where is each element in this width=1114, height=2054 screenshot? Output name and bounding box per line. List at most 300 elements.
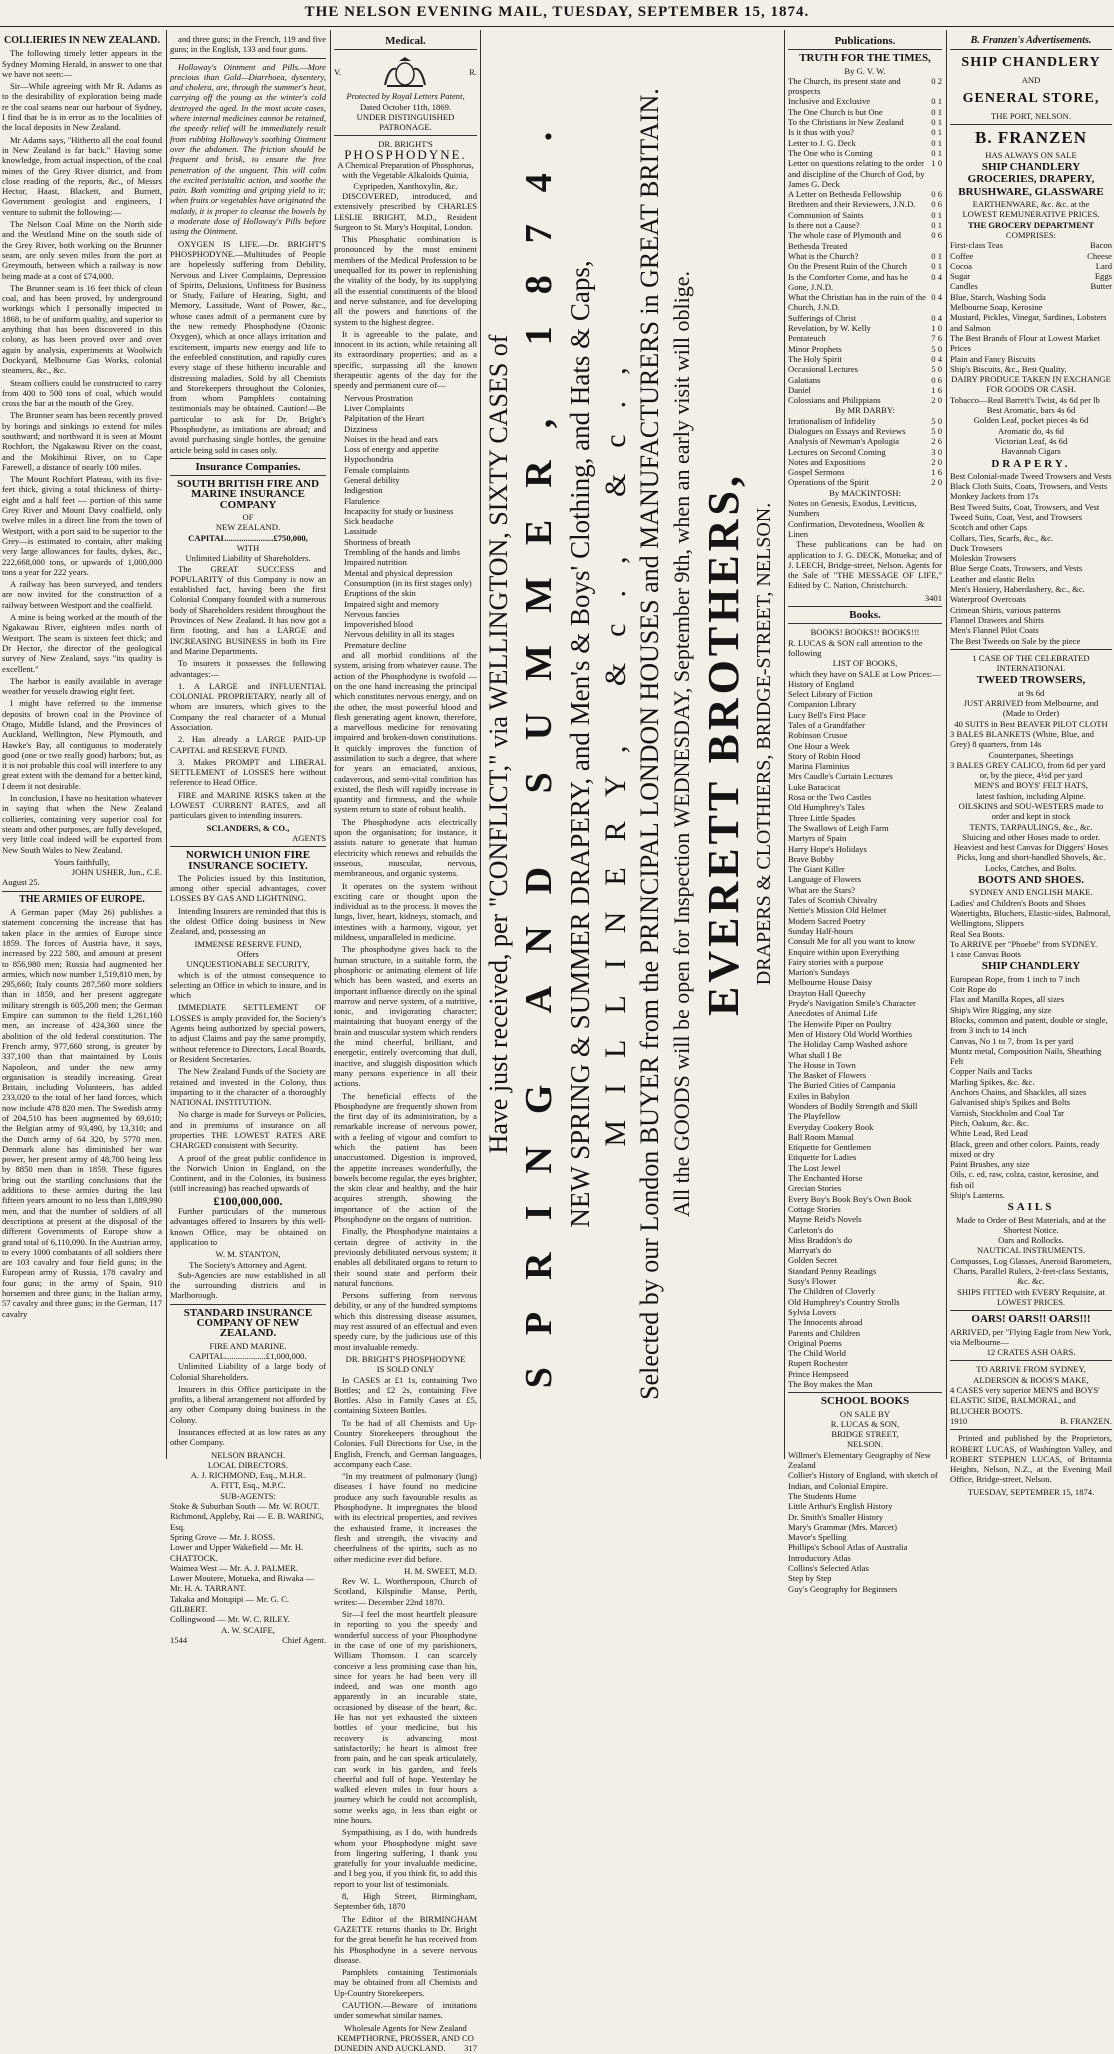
everett-brothers-ad-rotated [482,34,782,1454]
ad-title: SAILS [1007,1201,1055,1214]
ad-line: Have just received, per "CONFLICT," via WELLINGTON, SIXTY CASES of [484,334,513,1154]
book-title: Wonders of Bodily Strength and Skill [788,1100,918,1111]
ad-line: SPRING AND SUMMER, 1874. [518,99,560,1389]
paragraph: FIRE and MARINE RISKS taken at the LOWEST CURRENT RATES, and all particulars given to intending insurers. [170,789,326,821]
publication-price: 0 6 [931,199,942,210]
ad-text: ON SALE BY [839,1408,891,1419]
school-book-list [788,1450,942,1594]
paragraph: The Brunner seam is 16 feet thick of clean coal, and has been proved, by underground workings which I personally inspected in 1868, to be of uniform quality, and superior to anything that has been discovered in this colony, as has been proved over and over again by analysis, experiments at Woolwich Dockyard, Melbourne Gas Works, colonial steamers, &c., &c. [2,282,162,376]
school-book-title: Guy's Geography for Beginners [788,1583,898,1594]
paragraph: The beneficial effects of the Phosphodyne are frequently shown from the first day of its administration, by a remarkable increase of nervous power, with a feeling of vigour and comfort to which the patient has been unaccustomed. Digestion is improved, the appetite increases wonderfully, the bowels become regular, the eyes brighter, the skin clear and healthy, and the hair acquires strength, showing the importance of the action of the Phosphodyne on the organs of nutrition. [334,1090,477,1225]
symptom-item: Dizziness [344,423,378,434]
drapery-item: Waterproof Overcoats [950,594,1026,605]
book-title: Martyrs of Spain [788,833,847,844]
book-title: Mrs Caudle's Curtain Lectures [788,771,893,782]
paragraph: A proof of the great public confidence in the Norwich Union in England, on the Continent, and in the Colonies, its business (still increasing) has reached upwards of [170,1152,326,1194]
director: A. FITT, Esq., M.P.C. [210,1480,286,1491]
book-title: Men of History Old World Worthies [788,1028,913,1039]
ad-text: NEW ZEALAND. [215,522,281,533]
ad-text: Compasses, Log Glasses, Aneroid Barometers, Charts, Parallel Rulers, 2-feet-class Sextants, &c. &c. [950,1255,1112,1287]
testimonial: Rev W. L. Wortherspoon, Church of Scotland, Kilspindie Manse, Perth, writes:— December 22nd 1870. [334,1576,477,1607]
ad-text: Heaviest and best Canvas for Diggers' Hoses [953,842,1109,853]
ad-title: DR. BRIGHT'S [378,139,433,150]
ad-text: NAUTICAL INSTRUMENTS. [976,1245,1086,1256]
paragraph: Holloway's Ointment and Pills.—More precious than Gold—Diarrhoea, dysentery, and cholera, are, through the summer's heat, carrying off the young as the winter's cold destroyed the aged. In the most acute cases, where internal medicines cannot be retained, the speedy relief will be immediately result from rubbing Holloway's soothing Ointment over the abdomen. The friction should be frequent and brisk, to ensure the free penetration of the unguent. This will calm the excited peristaltic action, and soothe the pain. Both vomiting and griping yield to it; when fruits or vegetables have originated the malady, it is proper to cleanse the bowels by a moderate dose of Holloway's Pills before using the Ointment. [170,61,326,237]
publication-row [788,395,942,405]
ad-capital: CAPITAL...................£1,000,000. [189,1350,307,1361]
column-medical [334,34,477,2054]
dateline: August 25. [2,877,40,888]
paragraph: Pamphlets containing Testimonials may be obtained from all Chemists and Up-Country Storekeepers. [334,1967,477,1998]
ad-text: or, by the piece, 4½d per yard [979,770,1083,781]
publication-title: The Church, its present state and prospects [788,75,901,97]
ad-text: SUB-AGENTS: [220,1490,276,1501]
publication-price: 5 0 [931,415,942,426]
paragraph: The harbor is easily available in average weather for vessels drawing eight feet. [2,675,162,697]
chandlery-item: Flax and Manilla Ropes, all sizes [950,994,1065,1005]
ad-line: MILLINERY, &c., &c., [599,341,632,1147]
agent-name: W. M. STANTON, [215,1249,281,1260]
everett-brothers-ad [482,34,782,1454]
ad-text: By MR DARBY: [835,405,895,416]
divider [788,623,942,624]
ad-text: FIRE AND MARINE. [209,1340,287,1351]
school-book-title: Little Arthur's English History [788,1501,893,1512]
ad-number: 3401 [924,592,942,603]
chandlery-item: White Lead, Red Lead [950,1128,1028,1139]
publication-row [788,251,942,261]
book-title: The Buried Cities of Campania [788,1080,896,1091]
school-book-title: Introductory Atlas [788,1552,851,1563]
masthead: THE NELSON EVENING MAIL, TUESDAY, SEPTEMBER 15, 1874. [0,4,1114,27]
ad-text: OILSKINS and SOU-WESTERS made to order and kept in stock [958,801,1104,822]
book-title: What are the Stars? [788,884,856,895]
paragraph: OXYGEN IS LIFE.—Dr. BRIGHT'S PHOSPHODYNE.—Multitudes of People are hopelessly suffering from Debility, Nervous and Liver Complaints, Depression of Spirits, Delusions, Unfitness for Business or Study, Failure of Hearing, Sight, and Memory, Lassitude, Want of Power, &c., whose cases admit of a permanent cure by the new remedy Phosphodyne (Ozonic Oxygen), which at once allays irritation and excitement, imparts new energy and life to the enfeebled constitution, and rapidly cures every stage of these hitherto incurable and distressing maladies. Sold by all Chemists and Storekeepers throughout the Colonies, from whom Pamphlets containing testimonials may be obtained. Caution!—Be particular to ask for Dr. Bright's Phosphodyne, as imitations are abroad; and avoid purchasing single bottles, the genuine article being sold in cases only. [170,238,326,455]
column-rule [166,30,167,1459]
symptom-item: Trembling of the hands and limbs [344,547,460,558]
section-heading: B. Franzen's Advertisements. [970,35,1092,46]
publication-price: 0 2 [931,75,942,86]
ad-text: AND [1021,75,1041,86]
ad-capital: CAPITAL......................£750,000, [188,532,308,543]
paragraph: Insurers in this Office participate in the profits, a liberal arrangement not afforded by any other Company doing business in the Colony. [170,1383,326,1425]
drapery-item: Blue Serge Coats, Trowsers, and Vests [950,563,1083,574]
book-title: Sunday Half-hours [788,925,854,936]
publication-title: The whole case of Plymouth and Bethesda Treated [788,230,901,251]
drapery-item: Flannel Drawers and Shirts [950,614,1044,625]
drapery-item: Men's Hosiery, Haberdashery, &c., &c. [950,584,1085,595]
chandlery-item: Pitch, Oakum, &c. &c. [950,1117,1030,1128]
chandlery-item: Galvanised ship's Spikes and Bolts [950,1097,1070,1108]
publication-price: 0 1 [931,137,942,148]
sub-agent: Stoke & Suburban South — Mr. W. ROUT. [170,1501,320,1512]
publication-row [788,313,942,323]
publication-row [788,364,942,374]
book-title: Every Boy's Book Boy's Own Book [788,1193,912,1204]
chandlery-item: Oils, c. ed, raw, colza, castor, kerosine, and fish oil [950,1169,1099,1190]
drapery-item: Best Colonial-made Tweed Trowsers and Vests [950,470,1112,481]
section-heading: Books. [849,609,881,622]
ad-text: which they have on SALE at Low Prices:— [789,668,941,679]
drapery-item: Tweed Suits, Coat, Vest, and Trowsers [950,511,1082,522]
book-title: The Boy makes the Man [788,1379,873,1389]
sub-agent: Waimea West — Mr. A. J. PALMER. [170,1562,299,1573]
symptom-item: Loss of energy and appetite [344,444,439,455]
drapery-item: Men's Flannel Pilot Coats [950,625,1039,636]
ad-text: Protected by Royal Letters Patent, [346,91,465,102]
grocery-item: Butter [1090,281,1112,292]
publication-row [788,158,942,189]
testimonial: Sympathising, as I do, with hundreds whom your Phosphodyne might save from lingering suffering, I thank you gratefully for your invaluable medicine, and I beg you, if you think fit, to add this report to your list of testimonials. [334,1827,477,1889]
section-heading: Publications. [834,35,896,47]
publication-price: 0 1 [931,261,942,272]
book-title: Susy's Flower [788,1276,837,1287]
book-title: Nettie's Mission Old Helmet [788,905,887,916]
royal-arms-icon [375,55,435,89]
chandlery-item: Black, green and other colors. Paints, ready mixed or dry [950,1138,1100,1159]
publication-title: A Letter on Bethesda Fellowship [788,189,902,200]
ad-text: UNDER DISTINGUISHED PATRONAGE. [356,111,455,133]
paragraph: It is agreeable to the palate, and innocent in its action, while retaining all its extraordinary properties; and as a specific, surpassing all the known therapeutic agents of the day for the speedy and permanent cure of— [334,328,477,391]
book-title: What shall I Be [788,1049,842,1060]
paragraph: To be had of all Chemists and Up-Country Storekeepers throughout the Colonies. Full Directions for Use, in the English, French, and German languages, accompany each Case. [334,1417,477,1469]
ad-text: INTERNATIONAL [996,663,1066,674]
chandlery-item: Copper Nails and Tacks [950,1066,1033,1077]
divider [170,846,326,847]
book-title: Tales of a Grandfather [788,720,865,730]
paragraph: Finally, the Phosphodyne maintains a certain degree of activity in the previously debilitated nervous system; it enables all debilitated organs to return to their sound state and perform their natural functions. [334,1226,477,1288]
column-rule [946,30,947,1459]
divider [950,49,1112,50]
tobacco-item: Havannah Cigars [1001,446,1061,457]
ad-text: KEMPTHORNE, PROSSER, AND CO [337,2032,474,2043]
symptom-item: Consumption (in its first stages only) [344,577,472,588]
ad-number: 317 [464,2043,477,2054]
book-title: Grecian Stories [788,1183,842,1194]
ad-text: Unlimited Liability of Shareholders. [185,553,311,564]
agent-title: Chief Agent. [282,1634,326,1645]
book-title: Melbourne House Daisy [788,977,873,988]
book-title: The Innocents abroad [788,1317,863,1328]
symptom-item: General debility [344,474,400,485]
publication-price: 0 4 [931,292,942,303]
ad-line: DRAPERS & CLOTHIERS, BRIDGE-STREET, NELSON. [753,502,775,986]
ad-text: LOCAL DIRECTORS. [207,1459,289,1470]
paragraph: The Brunner seam has been recently proved by borings and sinkings to extend for miles southward; and northward it is seen at Mount Rochfort, the Ngakawau River on the coast, and the Mokihinui River, on to Cape Farewell, a distance of nearly 100 miles. [2,410,162,472]
signoff: Yours faithfully, [54,856,110,867]
publication-title: Analysis of Newman's Apologia [788,436,900,447]
divider [170,1304,326,1305]
publication-list [788,76,942,406]
symptom-item: Incapacity for study or business [344,505,454,516]
chandlery-item: Ship's Lanterns. [950,1189,1006,1200]
publication-row [788,189,942,199]
publication-row [788,426,942,436]
ad-title: SHIP CHANDLERY [981,960,1081,973]
symptom-item: Mental and physical depression [344,567,453,578]
book-title: Carleton's do [788,1224,834,1235]
symptom-item: Nervous debility in all its stages [344,629,455,640]
royal-cipher-v: V. [334,67,342,78]
publication-price: 0 4 [931,353,942,364]
column-rule [480,30,481,1459]
ad-brand: EVERETT BROTHERS, [699,472,748,1017]
chandlery-item: Canvas, No 1 to 7, from 1s per yard [950,1035,1074,1046]
book-title: One Hour a Week [788,740,850,751]
publication-row [788,344,942,354]
book-title: The Enchanted Horse [788,1173,863,1184]
ad-number: 1544 [170,1634,188,1645]
symptom-list [334,393,477,650]
ad-title: SCHOOL BOOKS [820,1395,910,1408]
list-item: 2. Has already a LARGE PAID-UP CAPITAL and RESERVE FUND. [170,734,326,755]
grocery-item: Cheese [1087,250,1112,261]
list-item: 1. A LARGE and INFLUENTIAL COLONIAL PROPRIETARY, nearly all of whom are insurers, which gives to the Company the real character of a Mutual Association. [170,680,326,732]
symptom-item: Lassitude [344,526,377,537]
publication-price: 0 1 [931,220,942,231]
ad-brand: B. FRANZEN [974,127,1087,147]
grocery-item: Eggs [1094,271,1112,282]
book-title: Luke Baracicat [788,781,841,792]
book-title: Story of Robin Hood [788,750,861,761]
tobacco-item: Best Aromatic, bars 4s 6d [986,405,1076,416]
publication-row [788,148,942,158]
book-title: Language of Flowers [788,874,862,885]
publication-row [788,117,942,127]
publication-price: 2 0 [931,395,942,406]
publication-title: Is it thus with you? [788,127,854,138]
ad-text: DR. BRIGHT'S PHOSPHODYNE [345,1353,466,1364]
paragraph: which is of the utmost consequence to selecting an Office in which to insure, and in which [170,969,326,1001]
book-title: Sylvia Lovers [788,1306,836,1317]
publication-row [788,416,942,426]
publication-title: The Holy Spirit [788,353,842,364]
ad-text: HAS ALWAYS ON SALE [985,149,1077,160]
divider [170,458,326,459]
book-title: Marion's Sundays [788,967,850,978]
ad-text: ALDERSON & BOOS'S MAKE, [973,1374,1089,1385]
ad-title: SOUTH BRITISH FIRE AND MARINE INSURANCE COMPANY [176,478,320,511]
book-title: Parents and Children [788,1327,861,1338]
ad-text: at 9s 6d [1017,687,1045,698]
paragraph: DISCOVERED, introduced, and extensively prescribed by CHARLES LESLIE BRIGHT, M.D., Resident Surgeon to St. Mary's Hospital, London. [334,190,477,232]
publication-price: 0 1 [931,106,942,117]
testimonial: The Editor of the BIRMINGHAM GAZETTE returns thanks to Dr. Bright for the great benefit he has received from his Phosphodyne in a severe nervous disease. [334,1913,477,1965]
book-title: Miss Braddon's do [788,1234,853,1245]
column-collieries [2,34,162,1457]
divider [950,124,1112,125]
sub-agent: Lower Moutere, Motueka, and Riwaka — Mr. H. A. TARRANT. [170,1573,315,1594]
symptom-item: Hypochondria [344,454,394,465]
paragraph: Intending Insurers are reminded that this is the oldest Office doing business in New Zealand, and, possessing an [170,905,326,937]
paragraph: The Phosphodyne acts electrically upon the organisation; for instance, it assists nature to generate that human electricity which renews and rebuilds the osseous, muscular, nervous, membraneous, and organic systems. [334,816,477,879]
publication: Notes on Genesis, Exodus, Leviticus, Numbers [788,498,917,519]
chandlery-item: Varnish, Stockholm and Coal Tar [950,1107,1065,1118]
divider [950,649,1112,650]
publication-title: To the Christians in New Zealand [788,117,904,128]
ad-text: SHIP CHANDLERY [981,161,1081,174]
publication-title: Gospel Sermons [788,467,845,478]
list-item: 3. Makes PROMPT and LIBERAL SETTLEMENT of LOSSES here without reference to Head Office. [170,756,326,788]
paragraph: Further particulars of the numerous advantages offered to Insurers by this well-known Office, may be obtained on application to [170,1206,326,1247]
ad-line: Selected by our London BUYER from the PRINCIPAL LONDON HOUSES and MANUFACTURERS in GREAT BRITAIN. [635,88,664,1400]
paragraph: The Policies issued by this Institution, among other special advantages, cover LOSSES BY GAS AND LIGHTNING. [170,872,326,904]
sub-agent: Spring Grove — Mr. J. ROSS. [170,1531,276,1542]
drapery-item: Leather and elastic Belts [950,573,1035,584]
book-title: Original Poems [788,1337,842,1348]
book-title: Marina Flaminius [788,761,850,772]
publication-title: Inclusive and Exclusive [788,96,871,107]
drapery-item: Moleskin Trowsers [950,553,1017,564]
ad-text: NELSON. [846,1439,884,1450]
grocery-item: Cocoa [950,260,972,271]
ad-title: GENERAL STORE, [962,90,1100,106]
school-book-title: Dr. Smith's Smaller History [788,1511,884,1522]
symptom-item: Shortness of breath [344,536,411,547]
drapery-item: Crimean Shirts, various patterns [950,604,1061,615]
paragraph: The New Zealand Funds of the Society are retained and invested in the Colony, thus imparting to it the character of a thoroughly NATIONAL INSTITUTION. [170,1066,326,1108]
publication-price: 2 0 [931,456,942,467]
sub-agent: Collingwood — Mr. W. C. RILEY. [170,1614,290,1625]
publication-price: 0 1 [931,147,942,158]
symptom-item: Impoverished blood [344,619,413,630]
paragraph: Steam colliers could be constructed to carry from 400 to 500 tons of coal, which would cross the bar at the mouth of the Grey. [2,377,162,409]
publication-row [788,447,942,457]
divider [334,49,477,50]
publication-row [788,138,942,148]
symptom-item: Liver Complaints [344,402,405,413]
ad-text: Dated October 11th, 1869. [359,101,452,112]
book-title: History of England [788,678,854,689]
book-title: Golden Secret [788,1255,837,1266]
ad-text: DUNEDIN AND AUCKLAND. [334,2043,446,2054]
publication-row [788,210,942,220]
paragraph: This Phosphatic combination is pronounced by the most eminent members of the Medical Profession to be unequalled for its power in replenishing the vitality of the body, by its supplying all the essential constituents of the blood and nerve substance, and for developing all the powers and functions of the system to the highest degree. [334,234,477,327]
paragraph: No charge is made for Surveys or Policies, and in premiums of insurance on all properties THE LOWEST RATES ARE CHARGED consistent with Security. [170,1109,326,1151]
ad-title: BOOTS AND SHOES. [977,874,1085,887]
sub-agent: Richmond, Appleby, Rai — E. B. WARING, Esq. [170,1511,324,1532]
grocery-item: Ship's Biscuits, &c., Best Quality. [950,363,1067,374]
ad-text: LIST OF BOOKS, [832,658,898,669]
ad-text: IMMENSE RESERVE FUND, [194,938,302,949]
chandlery-item: Paint Brushes, any size [950,1159,1030,1170]
divider [170,475,326,476]
book-title: The Holiday Camp Washed ashore [788,1039,908,1050]
symptom-item: Nervous fancies [344,608,400,619]
publication-price: 0 1 [931,250,942,261]
testimonial: Sir—I feel the most heartfelt pleasure in reporting to you the speedy and wonderful success of your Phosphodyne in the case of one of my parishioners, William Thomson. I can scarcely conceive a less promising case than his, since for years he had been very ill indeed, and was one month ago apparently in an incurable state, occasioned by disease of the heart, &c. He has not yet exhausted the sixteen bottles of your medicine, but his recovery is advancing most satisfactorily; he heart is almost free from pain, and he can speak articulately, can work in his garden, and feels cheerful and full of hope. Yesterday he walked eleven miles in four hours a journey which he could not accomplish, some weeks ago, in less than eight or nine hours. [334,1609,477,1825]
ad-text: R. LUCAS & SON, [830,1418,900,1429]
ad-text: Oars and Rollocks. [998,1235,1064,1246]
book-title: Ball Room Manual [788,1131,854,1142]
publication-price: 0 6 [931,189,942,200]
ad-text: 1 CASE OF THE CELEBRATED [972,652,1090,663]
publication-row [788,467,942,477]
publication-title: What is the Church? [788,250,859,261]
school-book-title: The Students Hume [788,1490,857,1501]
ad-title: PHOSPHODYNE. [344,146,467,162]
publication-row [788,272,942,293]
book-title: Prince Hempseed [788,1368,849,1379]
tobacco-item: Tobacco—Real Barrett's Twist, 4s 6d per lb [950,394,1100,405]
column-rule [330,30,331,1459]
book-title: Tales of Scottish Chivalry [788,895,878,906]
ad-text: BRIDGE STREET, [831,1429,899,1440]
symptom-item: Indigestion [344,485,383,496]
publication-price: 2 0 [931,477,942,488]
ad-text: Offers [237,948,259,959]
book-title: The Playfellow [788,1111,841,1122]
publication-row [788,323,942,333]
publication-title: Letter to J. G. Deck [788,137,856,148]
ad-text: 40 SUITS in Best BEAVER PILOT CLOTH [954,718,1108,729]
paragraph: and three guns; in the French, 119 and five guns; in the English, 133 and four guns. [170,34,326,55]
publication-title: Irrationalism of Infidelity [788,415,876,426]
ad-title: SHIP CHANDLERY [961,55,1101,71]
grocery-item: Lard [1095,260,1112,271]
ad-text: 1 case Canvas Boots [950,949,1021,960]
ad-text: Watertights, Bluchers, Elastic-sides, Balmoral, Wellingtons, Slippers [950,907,1111,929]
ad-text: EARTHENWARE, &c. &c. at the [972,199,1090,210]
paragraph: To insurers it possesses the following advantages:— [170,658,326,679]
publication-title: On the Present Ruin of the Church [788,261,907,272]
book-title: Drayton Hall Queechy [788,987,866,998]
ad-text: MEN'S and BOYS' FELT HATS, [973,780,1089,791]
publication-row [788,436,942,446]
publication-row [788,107,942,117]
article-headline: COLLIERIES IN NEW ZEALAND. [4,35,160,46]
publication-title: Minor Prophets [788,343,842,354]
tobacco-item: Aromatic do, 4s 6d [998,425,1064,436]
publication-row [788,292,942,313]
book-title: Everyday Cookery Book [788,1121,874,1132]
drapery-item: Monkey Jackets from 17s [950,491,1039,502]
book-title: Three Little Spades [788,812,856,823]
book-title: The Child World [788,1348,846,1359]
book-title: Old Humphrey's Country Strolls [788,1296,900,1307]
ad-text: A Chemical Preparation of Phosphorus, with the Vegetable Alkaloids Quinia, Cypripeden, Xanthoxylin, &c. [337,160,474,191]
ad-title: DRAPERY. [991,457,1071,470]
ad-text: SYDNEY AND ENGLISH MAKE. [969,887,1093,898]
tobacco-item: Victorian Leaf, 4s 6d [994,435,1068,446]
publication-title: Pentateuch [788,333,826,344]
publication-title: The One Church is but One [788,106,883,117]
book-title: The Basket of Flowers [788,1070,867,1081]
column-insurance [170,34,326,1645]
ad-text: COMPRISES: [1005,229,1057,240]
ad-text: BRUSHWARE, GLASSWARE [958,185,1104,198]
publication-price: 3 0 [931,446,942,457]
grocery-item: The Best Brands of Flour at Lowest Market Prices [950,332,1101,354]
ad-title: STANDARD INSURANCE COMPANY OF NEW ZEALAND. [183,1306,313,1340]
grocery-item: Blue, Starch, Washing Soda [950,291,1046,302]
publication-row [788,333,942,343]
publication-price: 1 0 [931,323,942,334]
grocery-item: Melbourne Soap, Kerosine [950,302,1043,313]
divider [950,1310,1112,1311]
drapery-item: The Best Tweeds on Sale by the piece [950,635,1081,646]
publication-row [788,375,942,385]
director: A. J. RICHMOND, Esq., M.H.R. [190,1470,306,1481]
section-heading: Insurance Companies. [195,460,301,473]
column-franzen [950,34,1112,1497]
paragraph: These publications can be had on application to J. G. DECK, Motueka; and of J. LEECH, Bridge-street, Nelson. Agents for the Sale of "THE MESSAGE OF LIFE," Edited by C. Nation, Christchurch. [788,539,942,591]
ad-text: Made to Order of Best Materials, and at the Shortest Notice. [956,1214,1106,1235]
imprint: Printed and published by the Proprietors, ROBERT LUCAS, of Washington Valley, and ROBERT STEPHEN LUCAS, of Britannia Heights, Nelson, N.Z., at the Evening Mail Office, Bridge-street, Nelson. [950,1433,1112,1485]
paragraph: I might have referred to the immense deposits of brown coal in the Province of Otago, Middle Island, and the Provinces of Auckland, Wellington, New Plymouth, and Hawke's Bay, all contiguous to moderately good (one or two really good) harbors; but, as it is not probable this coal will interfere to any great extent with the demand for a better kind, I deem it not desirable. [2,698,162,791]
symptom-item: Premature decline [344,639,407,650]
sub-agent: Lower and Upper Wakefield — Mr. H. CHATTOCK. [170,1542,304,1563]
